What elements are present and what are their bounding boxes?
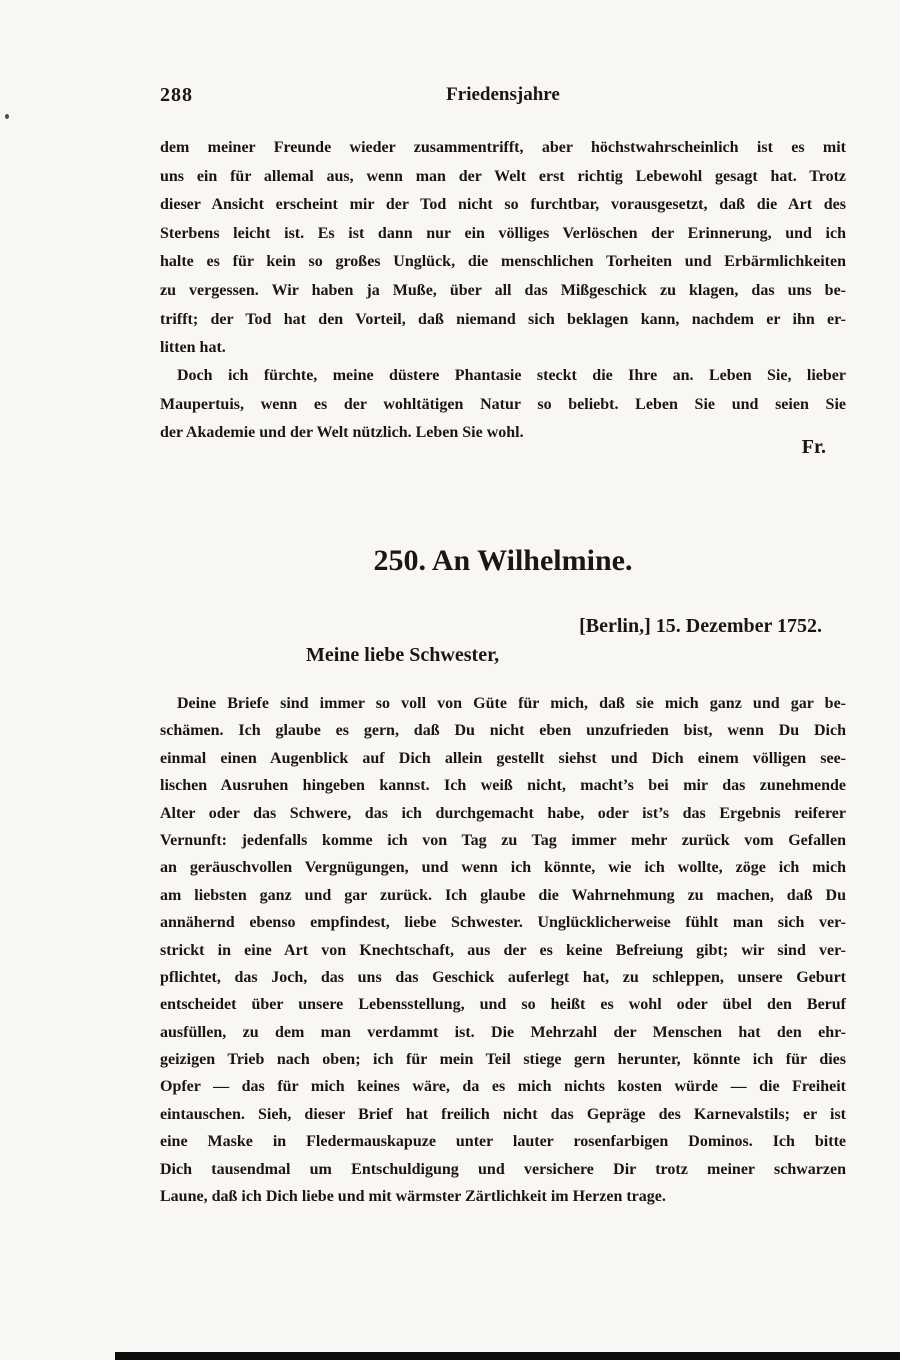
previous-letter-paragraph-1: [160, 134, 846, 363]
text-line: dem meiner Freunde wieder zusammentrifft, aber höchstwahrscheinlich ist es mit: [160, 139, 846, 156]
text-line: am liebsten ganz und gar zurück. Ich glaube die Wahrnehmung zu machen, daß Du: [160, 886, 846, 904]
text-line: dieser Ansicht erscheint mir der Tod nicht so furchtbar, vorausgesetzt, daß die Art des: [160, 196, 846, 214]
text-line: strickt in eine Art von Knechtschaft, aus der es keine Befreiung gibt; wir sind ver-: [160, 941, 846, 959]
text-line: Sterbens leicht ist. Es ist dann nur ein völliges Verlöschen der Erinnerung, und ich: [160, 224, 846, 242]
text-line: der Akademie und der Welt nützlich. Leben Sie wohl.: [160, 424, 524, 442]
text-line: Dich tausendmal um Entschuldigung und versichere Dir trotz meiner schwarzen: [160, 1160, 846, 1178]
text-line: an geräuschvollen Vergnügungen, und wenn ich könnte, wie ich wollte, zöge ich mich: [160, 859, 846, 877]
page-header: [160, 84, 846, 110]
ink-speck: [5, 114, 9, 119]
text-line: uns ein für allemal aus, wenn man der Welt erst richtig Lebewohl gesagt hat. Trotz: [160, 167, 846, 185]
text-line: eine Maske in Fledermauskapuze unter lauter rosenfarbigen Dominos. Ich bitte: [160, 1133, 846, 1151]
text-line: zu vergessen. Wir haben ja Muße, über all das Mißgeschick zu klagen, das uns be-: [160, 281, 846, 299]
text-line: halte es für kein so großes Unglück, die menschlichen Torheiten und Erbärmlichkeiten: [160, 253, 846, 271]
text-line: Doch ich fürchte, meine düstere Phantasie steckt die Ihre an. Leben Sie, lieber: [177, 367, 846, 384]
text-line: Deine Briefe sind immer so voll von Güte für mich, daß sie mich ganz und gar be-: [177, 695, 846, 712]
letter-heading: 250. An Wilhelmine.: [373, 544, 633, 577]
text-line: entscheidet über unsere Lebensstellung, und so heißt es wohl oder übel den Beruf: [160, 996, 846, 1014]
text-line: pflichtet, das Joch, das uns das Geschick auferlegt hat, zu schleppen, unsere Geburt: [160, 968, 846, 986]
signature-text: Fr.: [801, 436, 826, 458]
text-line: schämen. Ich glaube es gern, daß Du nicht eben unzufrieden bist, wenn Du Dich: [160, 722, 846, 740]
text-line: geizigen Trieb nach oben; ich für mein Teil stiege gern herunter, könnte ich für dies: [160, 1051, 846, 1069]
text-line: annähernd ebenso empfindest, liebe Schwester. Unglücklicherweise fühlt man sich ver-: [160, 914, 846, 932]
text-line: trifft; der Tod hat den Vorteil, daß niemand sich beklagen kann, nachdem er ihn er-: [160, 310, 846, 328]
letter-dateline: [Berlin,] 15. Dezember 1752.: [579, 615, 822, 637]
text-line: Laune, daß ich Dich liebe und mit wärmster Zärtlichkeit im Herzen trage.: [160, 1188, 666, 1206]
letter-signature: [160, 436, 846, 459]
text-line: Opfer — das für mich keines wäre, da es mich nichts kosten würde — die Freiheit: [160, 1078, 846, 1096]
scan-edge-bar: [115, 1352, 900, 1360]
page-number: 288: [160, 84, 193, 106]
text-line: ausfüllen, zu dem man verdammt ist. Die Mehrzahl der Menschen hat den ehr-: [160, 1023, 846, 1041]
letter-body: [160, 690, 846, 1210]
text-line: lischen Ausruhen hingeben kannst. Ich weiß nicht, macht’s bei mir das zunehmende: [160, 777, 846, 795]
text-line: Alter oder das Schwere, das ich durchgemacht habe, oder ist’s das Ergebnis reiferer: [160, 804, 846, 822]
letter-salutation: Meine liebe Schwester,: [306, 644, 500, 666]
previous-letter-paragraph-2: [160, 362, 846, 448]
text-line: Maupertuis, wenn es der wohltätigen Natur so beliebt. Leben Sie und seien Sie: [160, 395, 846, 413]
text-line: einmal einen Augenblick auf Dich allein gestellt siehst und Dich einem völligen see-: [160, 749, 846, 767]
text-line: litten hat.: [160, 339, 226, 357]
running-title: Friedensjahre: [446, 84, 560, 105]
text-line: Vernunft: jedenfalls komme ich von Tag zu Tag immer mehr zurück vom Gefallen: [160, 831, 846, 849]
text-line: eintauschen. Sieh, dieser Brief hat freilich nicht das Gepräge des Karnevalstils; er ist: [160, 1105, 846, 1123]
